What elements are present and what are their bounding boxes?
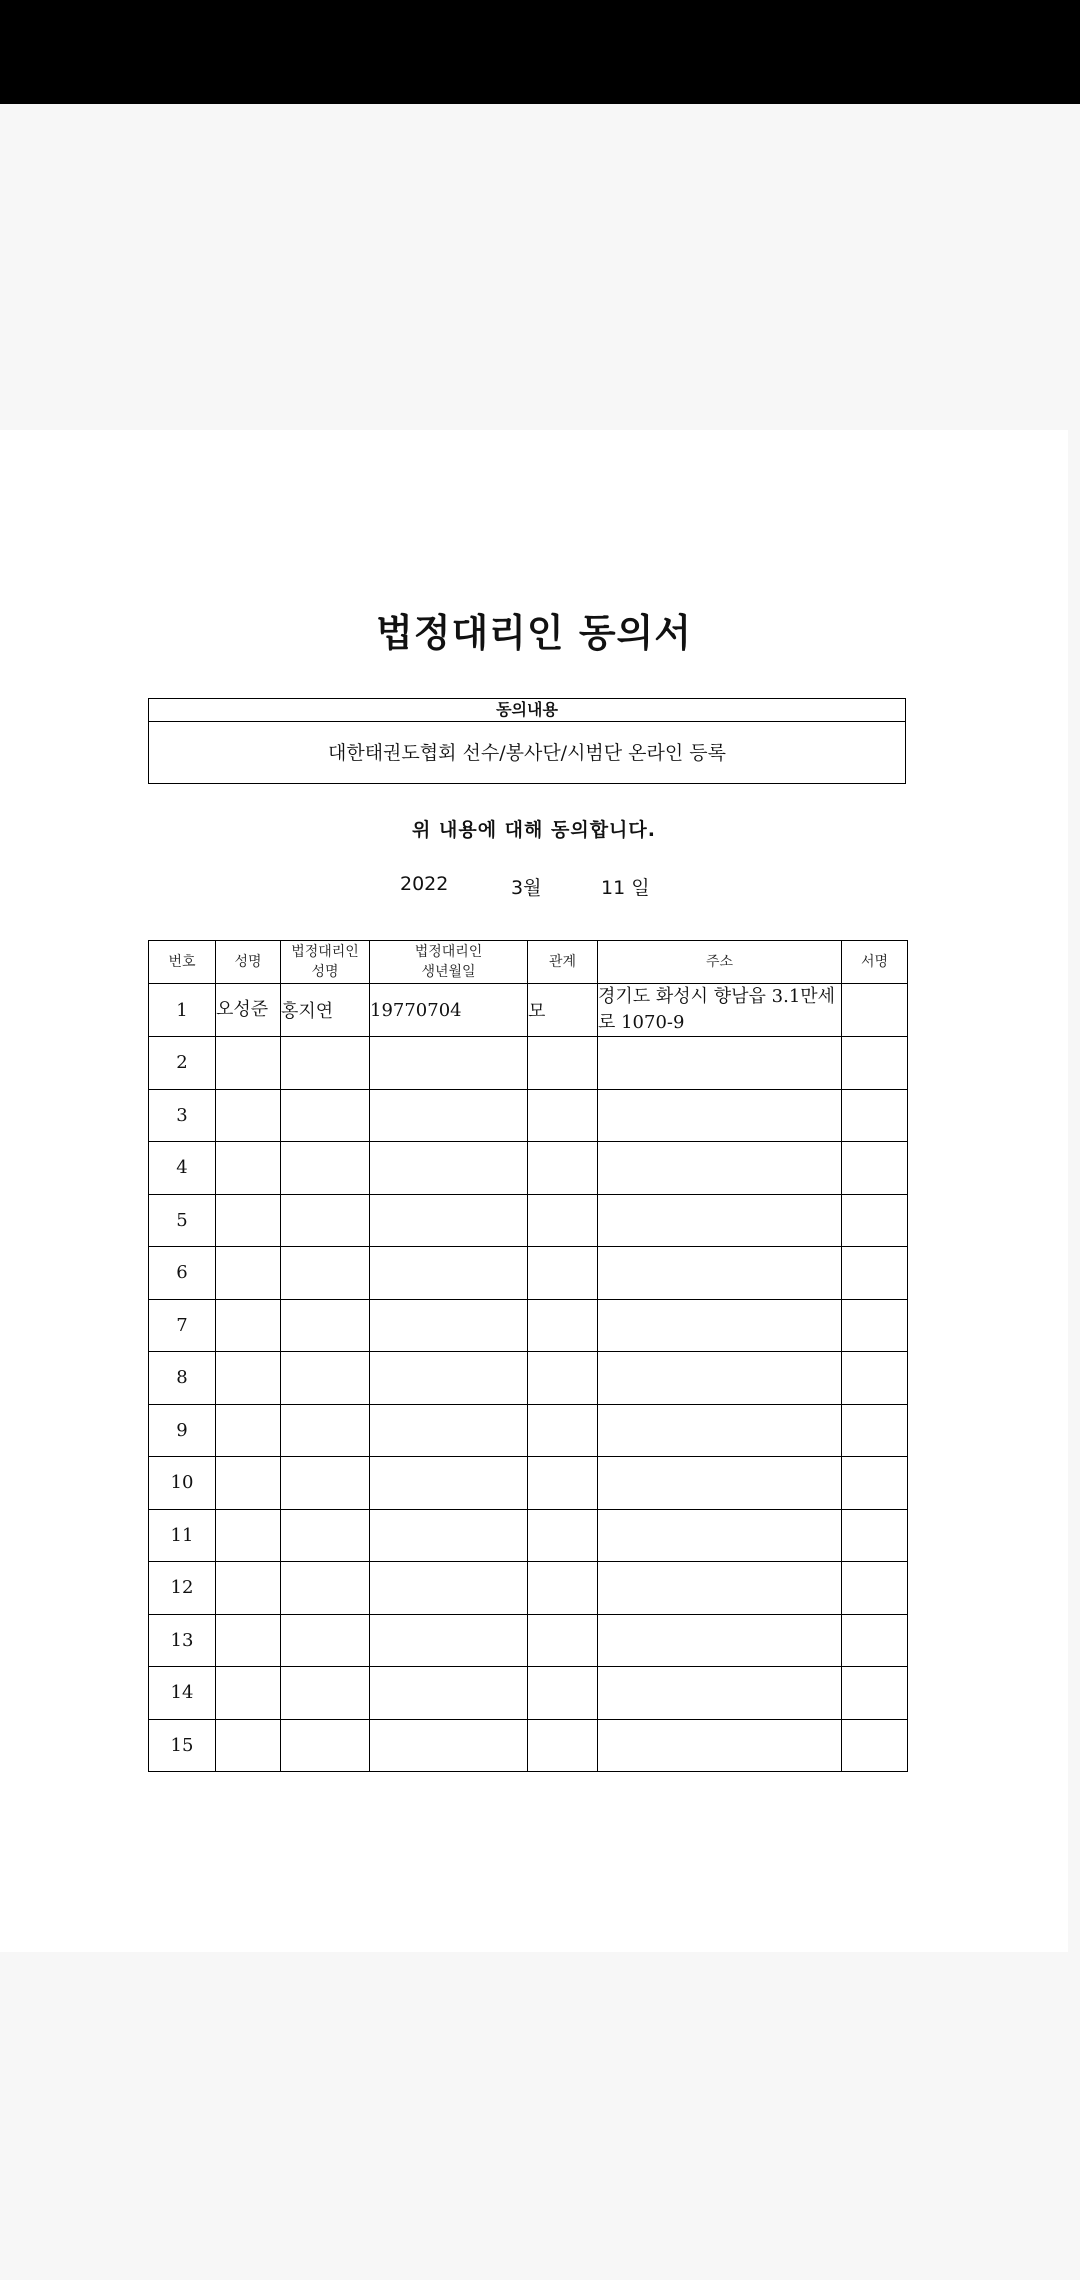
row-name (216, 1404, 281, 1457)
table-row (149, 1037, 908, 1090)
row-address (598, 1299, 842, 1352)
row-guardian-birth (370, 1142, 528, 1195)
row-guardian-birth (370, 1194, 528, 1247)
row-signature (842, 1404, 908, 1457)
row-signature (842, 1457, 908, 1510)
row-name (216, 1194, 281, 1247)
row-name (216, 1247, 281, 1300)
row-relation (528, 1037, 598, 1090)
row-number: 5 (149, 1194, 216, 1247)
row-signature (842, 984, 908, 1037)
row-guardian-name (281, 1667, 370, 1720)
row-address (598, 1509, 842, 1562)
row-signature (842, 1247, 908, 1300)
status-bar (0, 0, 1080, 104)
row-address (598, 1352, 842, 1405)
table-row (149, 1247, 908, 1300)
header-number: 번호 (149, 941, 216, 984)
row-relation (528, 1509, 598, 1562)
date-year: 2022 (400, 873, 449, 895)
row-number: 9 (149, 1404, 216, 1457)
row-number: 14 (149, 1667, 216, 1720)
row-number: 10 (149, 1457, 216, 1510)
date-month: 3월 (511, 877, 542, 899)
document-title: 법정대리인 동의서 (376, 611, 692, 655)
row-name (216, 1719, 281, 1772)
consent-header: 동의내용 (149, 699, 905, 722)
table-row (149, 1562, 908, 1615)
row-guardian-birth (370, 1352, 528, 1405)
row-guardian-name (281, 1457, 370, 1510)
row-signature (842, 1037, 908, 1090)
date-day: 11 일 (601, 877, 650, 899)
row-guardian-birth (370, 1299, 528, 1352)
row-signature (842, 1667, 908, 1720)
table-row (149, 1404, 908, 1457)
row-number: 12 (149, 1562, 216, 1615)
header-signature: 서명 (842, 941, 908, 984)
row-relation (528, 1352, 598, 1405)
table-row (149, 1299, 908, 1352)
row-number: 2 (149, 1037, 216, 1090)
row-signature (842, 1352, 908, 1405)
table-row (149, 1509, 908, 1562)
row-name (216, 1352, 281, 1405)
row-guardian-birth (370, 1089, 528, 1142)
table-row (149, 1614, 908, 1667)
row-address (598, 1037, 842, 1090)
row-number: 15 (149, 1719, 216, 1772)
row-name (216, 1457, 281, 1510)
row-number: 13 (149, 1614, 216, 1667)
row-guardian-birth (370, 1719, 528, 1772)
row-address (598, 1614, 842, 1667)
row-address (598, 1404, 842, 1457)
table-header-row (149, 941, 908, 984)
row-relation: 모 (528, 984, 598, 1037)
row-guardian-name (281, 1247, 370, 1300)
row-number: 7 (149, 1299, 216, 1352)
row-address (598, 1247, 842, 1300)
row-name (216, 1614, 281, 1667)
table-row (149, 1719, 908, 1772)
row-guardian-name (281, 1352, 370, 1405)
row-relation (528, 1457, 598, 1510)
table-row (149, 1667, 908, 1720)
row-address (598, 1719, 842, 1772)
row-address: 경기도 화성시 향남읍 3.1만세로 1070-9 (598, 984, 842, 1037)
header-address: 주소 (598, 941, 842, 984)
agree-statement: 위 내용에 대해 동의합니다. (412, 819, 656, 841)
row-number: 4 (149, 1142, 216, 1195)
row-address (598, 1457, 842, 1510)
row-guardian-name (281, 1142, 370, 1195)
row-guardian-birth (370, 1247, 528, 1300)
row-relation (528, 1614, 598, 1667)
row-signature (842, 1614, 908, 1667)
row-guardian-name (281, 1299, 370, 1352)
row-guardian-name (281, 1037, 370, 1090)
row-address (598, 1194, 842, 1247)
row-relation (528, 1299, 598, 1352)
row-number: 8 (149, 1352, 216, 1405)
consent-body: 대한태권도협회 선수/봉사단/시범단 온라인 등록 (327, 742, 726, 764)
row-guardian-name (281, 1509, 370, 1562)
row-guardian-name (281, 1404, 370, 1457)
row-relation (528, 1089, 598, 1142)
row-guardian-birth (370, 1614, 528, 1667)
row-guardian-birth (370, 1562, 528, 1615)
guardian-table (148, 940, 908, 1772)
row-number: 3 (149, 1089, 216, 1142)
table-row (149, 1194, 908, 1247)
row-guardian-name (281, 1614, 370, 1667)
row-address (598, 1667, 842, 1720)
row-guardian-birth (370, 1037, 528, 1090)
row-name: 오성준 (216, 984, 281, 1037)
header-text: 법정대리인 생년월일 (414, 944, 483, 980)
row-name (216, 1509, 281, 1562)
header-guardian-birth (370, 941, 528, 984)
row-relation (528, 1194, 598, 1247)
table-row (149, 1142, 908, 1195)
row-number: 11 (149, 1509, 216, 1562)
row-guardian-name (281, 1089, 370, 1142)
row-name (216, 1037, 281, 1090)
row-signature (842, 1719, 908, 1772)
row-signature (842, 1142, 908, 1195)
row-guardian-birth (370, 1667, 528, 1720)
table-row (149, 984, 908, 1037)
row-number: 1 (149, 984, 216, 1037)
header-name: 성명 (216, 941, 281, 984)
table-row (149, 1089, 908, 1142)
document-page (0, 430, 1068, 1952)
row-name (216, 1299, 281, 1352)
row-guardian-birth: 19770704 (370, 984, 528, 1037)
row-address (598, 1142, 842, 1195)
row-signature (842, 1509, 908, 1562)
row-name (216, 1562, 281, 1615)
row-signature (842, 1194, 908, 1247)
row-guardian-birth (370, 1509, 528, 1562)
row-guardian-name (281, 1719, 370, 1772)
header-guardian-name (281, 941, 370, 984)
row-signature (842, 1299, 908, 1352)
row-address (598, 1089, 842, 1142)
row-relation (528, 1562, 598, 1615)
row-name (216, 1089, 281, 1142)
row-guardian-name (281, 1562, 370, 1615)
row-name (216, 1142, 281, 1195)
consent-content-box (148, 698, 906, 784)
row-number: 6 (149, 1247, 216, 1300)
row-address (598, 1562, 842, 1615)
row-guardian-name: 홍지연 (281, 984, 370, 1037)
table-row (149, 1352, 908, 1405)
row-signature (842, 1089, 908, 1142)
row-relation (528, 1404, 598, 1457)
row-signature (842, 1562, 908, 1615)
header-relation: 관계 (528, 941, 598, 984)
row-relation (528, 1719, 598, 1772)
row-relation (528, 1142, 598, 1195)
row-relation (528, 1247, 598, 1300)
row-guardian-name (281, 1194, 370, 1247)
header-text: 법정대리인 성명 (291, 944, 359, 980)
row-relation (528, 1667, 598, 1720)
row-name (216, 1667, 281, 1720)
row-guardian-birth (370, 1404, 528, 1457)
row-guardian-birth (370, 1457, 528, 1510)
table-row (149, 1457, 908, 1510)
